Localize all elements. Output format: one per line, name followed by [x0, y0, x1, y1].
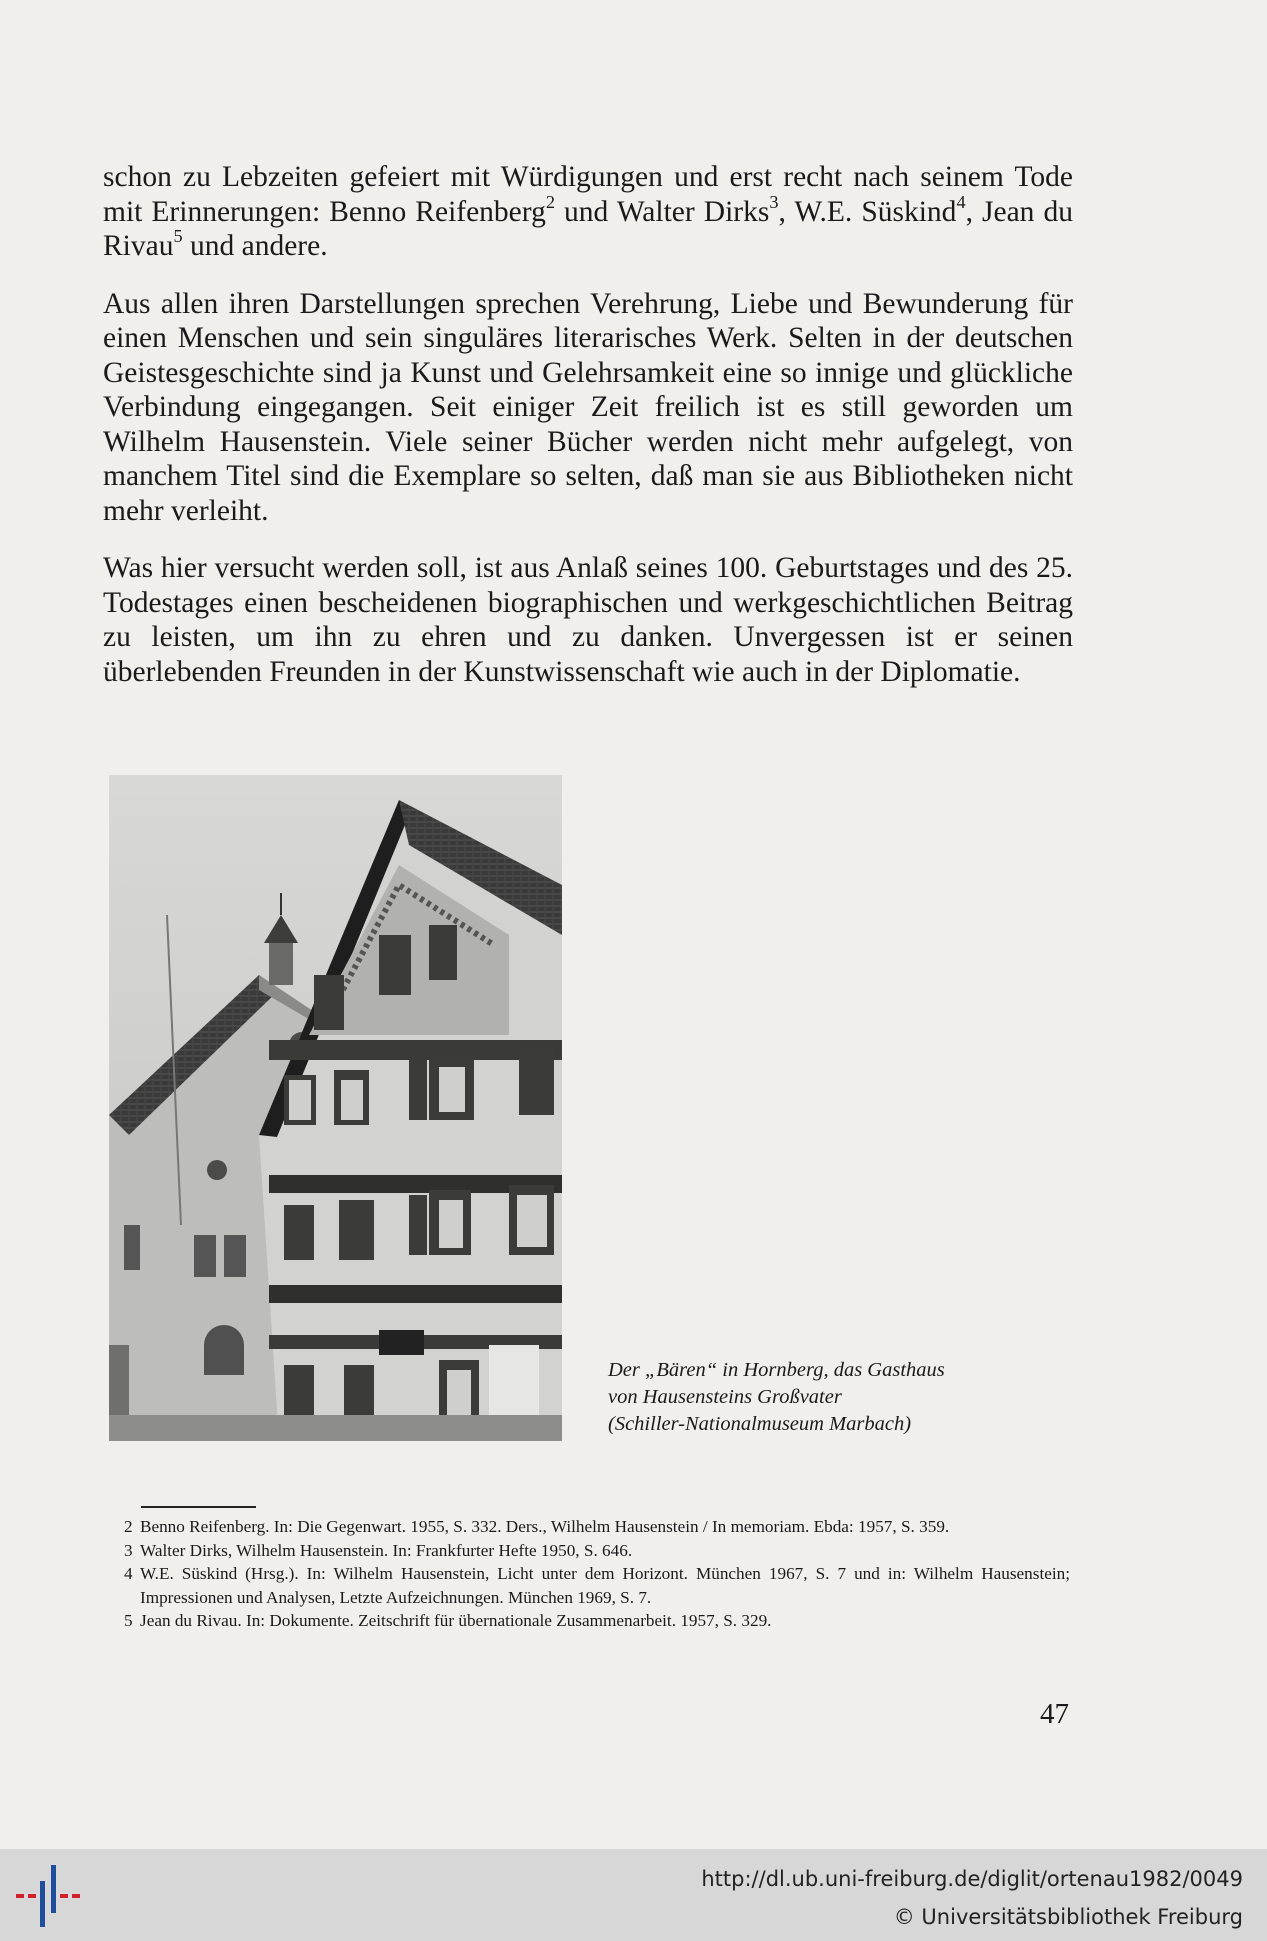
- paragraph-1: schon zu Lebzeiten gefeiert mit Würdigungen und erst recht nach seinem Tode mit Erinnerungen: Benno Reifenberg$^2$ und Walter Dirks$^3$, W.E. Süskind$^4$, Jean du Rivau$^5$ und andere.: [103, 161, 1074, 262]
- source-url-link[interactable]: http://dl.ub.uni-freiburg.de/diglit/ortenau1982/0049: [701, 1867, 1243, 1891]
- building-photo-illustration: [109, 775, 562, 1441]
- footnote-text: W.E. Süskind (Hrsg.). In: Wilhelm Hausenstein, Licht unter dem Horizont. München 1967, S. 7 und in: Wilhelm Hausenstein; Impressionen und Analysen, Letzte Aufzeichnungen. München 1969, S. 7.: [140, 1564, 1070, 1607]
- footnote-text: Walter Dirks, Wilhelm Hausenstein. In: Frankfurter Hefte 1950, S. 646.: [140, 1540, 633, 1560]
- footnote-number: 4: [124, 1564, 133, 1583]
- photo-baeren-hornberg: [109, 775, 562, 1441]
- footnote-ref-4[interactable]: 4: [956, 191, 966, 212]
- footnote-text: Jean du Rivau. In: Dokumente. Zeitschrift für übernationale Zusammenarbeit. 1957, S. 329.: [140, 1611, 772, 1630]
- photo-caption: [608, 1357, 1058, 1438]
- page-number: 47: [1040, 1698, 1069, 1730]
- footnote-divider: [141, 1506, 256, 1508]
- paragraph-2: Aus allen ihren Darstellungen sprechen Verehrung, Liebe und Bewunderung für einen Menschen und sein singuläres literarisches Werk. Selten in der deutschen Geistesgeschichte sind ja Kunst und Gelehrsamkeit eine so innige und glückliche Verbindung eingegangen. Seit einiger Zeit freilich ist es still geworden um Wilhelm Hausenstein. Viele seiner Bücher werden nicht mehr aufgelegt, von manchem Titel sind die Exemplare so selten, daß man sie aus Bibliotheken nicht mehr verleiht.: [103, 287, 1073, 527]
- footnote-3: [124, 1539, 1070, 1563]
- footnote-text: Benno Reifenberg. In: Die Gegenwart. 1955, S. 332. Ders., Wilhelm Hausenstein / In memoriam. Ebda: 1957, S. 359.: [140, 1517, 950, 1536]
- footer-bar: [0, 1849, 1267, 1941]
- caption-line-1: Der „Bären“ in Hornberg, das Gasthaus: [608, 1359, 945, 1381]
- caption-line-2: von Hausensteins Großvater: [608, 1386, 842, 1408]
- ub-freiburg-logo-icon[interactable]: [14, 1863, 82, 1929]
- footnote-number: 3: [124, 1540, 133, 1560]
- footnote-number: 5: [124, 1611, 133, 1630]
- footnotes: [124, 1515, 1070, 1633]
- caption-line-3: (Schiller-Nationalmuseum Marbach): [608, 1413, 912, 1435]
- paragraph-3: Was hier versucht werden soll, ist aus Anlaß seines 100. Geburtstages und des 25. Todestages einen bescheidenen biographischen und werkgeschichtlichen Beitrag zu leisten, um ihn zu ehren und zu danken. Unvergessen ist er seinen überlebenden Freunden in der Kunstwissenschaft wie auch in der Diplomatie.: [103, 552, 1073, 688]
- footnote-4: [124, 1562, 1070, 1609]
- copyright-text: © Universitätsbibliothek Freiburg: [893, 1905, 1243, 1929]
- footnote-ref-2[interactable]: 2: [545, 191, 555, 212]
- footnote-ref-5[interactable]: 5: [173, 226, 183, 247]
- footnote-2: [124, 1515, 1070, 1539]
- footnote-number: 2: [124, 1517, 133, 1536]
- body-text: [103, 160, 1073, 689]
- footnote-5: [124, 1609, 1070, 1633]
- footnote-ref-3[interactable]: 3: [769, 191, 779, 212]
